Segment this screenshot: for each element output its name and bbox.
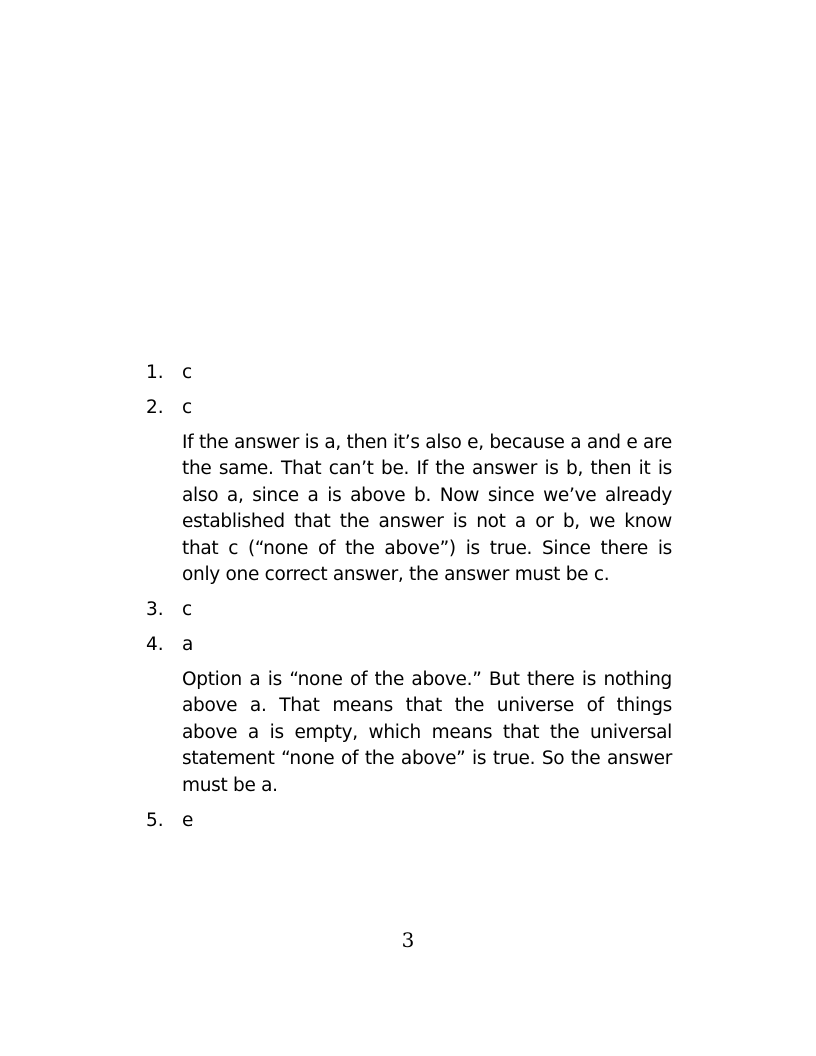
item-answer: c [182,362,193,383]
item-number: 1. [146,362,164,383]
item-number: 2. [146,397,164,418]
item-answer: a [182,634,194,655]
item-number: 5. [146,809,164,831]
list-item [146,360,672,387]
item-answer: c [182,397,193,418]
item-explanation: Option a is “none of the above.” But there is nothing above a. That means that the universe of things above a is empty, which means that the universal statement “none of the above” is true. So the answer must be a. [182,668,672,796]
item-answer: c [182,599,193,620]
list-item [146,808,672,835]
list-item [146,395,672,589]
item-answer: e [182,809,194,831]
answer-list [146,360,672,834]
list-item [146,597,672,624]
item-explanation: If the answer is a, then it’s also e, because a and e are the same. That can’t be. If the answer is b, then it is also a, since a is above b. Now since we’ve already established that the answer is not a or b, we know that c (“none of the above”) is true. Since there is only one correct answer, the answer must be c. [182,431,673,585]
list-item [146,632,672,799]
page-number: 3 [401,928,415,952]
item-number: 3. [146,599,164,620]
item-number: 4. [146,634,164,655]
